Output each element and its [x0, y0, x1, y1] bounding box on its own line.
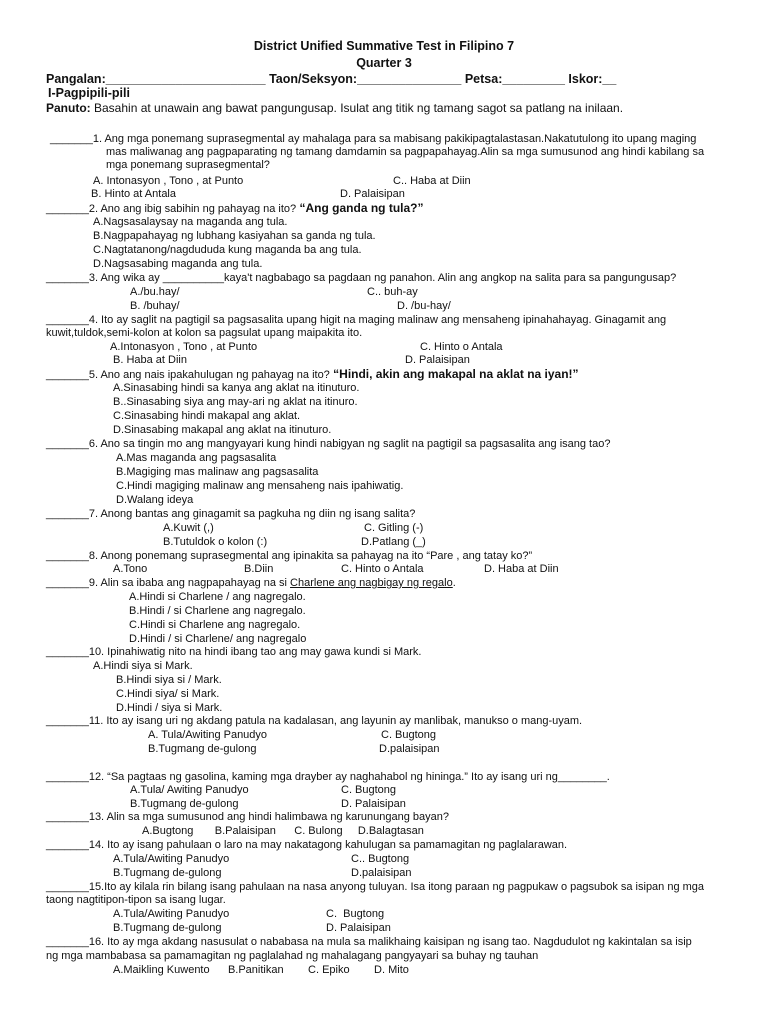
question-2-text: _______2. Ano ang ibig sabihin ng pahayag na ito?: [46, 203, 297, 215]
question-3-option-d: D. /bu-hay/: [397, 300, 451, 312]
question-1-option-d: D. Palaisipan: [340, 188, 405, 200]
question-12-option-a: A.Tula/ Awiting Panudyo: [130, 784, 249, 796]
question-7-option-b: B.Tutuldok o kolon (:): [163, 536, 268, 548]
question-14-option-b: B.Tugmang de-gulong: [113, 867, 222, 879]
question-9-option-c: C.Hindi si Charlene ang nagregalo.: [129, 619, 301, 631]
question-15-line-1: _______15.Ito ay kilala rin bilang isang pahulaan na nasa anyong tuluyan. Isa itong paraan ng pagpukaw o pagsubok sa isipan ng mga: [46, 881, 705, 893]
student-info-fields: Pangalan:_______________________ Taon/Seksyon:_______________ Petsa:_________ Iskor:__: [46, 72, 617, 86]
question-9-option-a: A.Hindi si Charlene / ang nagregalo.: [129, 591, 306, 603]
question-5: [46, 368, 579, 382]
question-8: _______8. Anong ponemang suprasegmental ang ipinakita sa pahayag na ito “Pare , ang tatay ko?”: [46, 550, 533, 562]
question-3-option-b: B. /buhay/: [130, 300, 180, 312]
question-3: _______3. Ang wika ay __________kaya't nagbabago sa pagdaan ng panahon. Alin ang angkop na salita para sa pangungusap?: [46, 272, 677, 284]
question-6-option-d: D.Walang ideya: [116, 494, 194, 506]
question-16-options: A.Maikling Kuwento B.Panitikan C. Epiko D. Mito: [113, 964, 409, 976]
question-10-option-c: C.Hindi siya/ si Mark.: [116, 688, 220, 700]
question-14-option-a: A.Tula/Awiting Panudyo: [113, 853, 230, 865]
question-3-option-a: A./bu.hay/: [130, 286, 180, 298]
question-8-option-d: D. Haba at Diin: [484, 563, 559, 575]
quarter-label: Quarter 3: [356, 56, 412, 70]
question-15-option-d: D. Palaisipan: [326, 922, 391, 934]
question-12-option-b: B.Tugmang de-gulong: [130, 798, 239, 810]
question-9-end: .: [452, 577, 456, 589]
question-4-option-b: B. Haba at Diin: [113, 354, 187, 366]
question-14-option-d: D.palaisipan: [351, 867, 412, 879]
question-10: _______10. Ipinahiwatig nito na hindi ibang tao ang may gawa kundi si Mark.: [46, 646, 422, 658]
question-4-option-d: D. Palaisipan: [405, 354, 470, 366]
question-12-option-d: D. Palaisipan: [341, 798, 406, 810]
question-7: _______7. Anong bantas ang ginagamit sa pagkuha ng diin ng isang salita?: [46, 508, 416, 520]
question-9: [46, 577, 456, 590]
question-13: _______13. Alin sa mga sumusunod ang hindi halimbawa ng karunungang bayan?: [46, 811, 450, 823]
question-5-option-c: C.Sinasabing hindi makapal ang aklat.: [113, 410, 301, 422]
question-11-option-a: A. Tula/Awiting Panudyo: [148, 729, 268, 741]
question-11: _______11. Ito ay isang uri ng akdang patula na kadalasan, ang layunin ay manlibak, manukso o mang-uyam.: [46, 715, 583, 727]
question-13-options: A.Bugtong B.Palaisipan C. Bulong D.Balagtasan: [142, 825, 424, 837]
question-12: _______12. “Sa pagtaas ng gasolina, kaming mga drayber ay naghahabol ng hininga.” Ito ay isang uri ng________.: [46, 771, 610, 783]
question-1-option-b: B. Hinto at Antala: [91, 188, 176, 200]
question-6-option-b: B.Magiging mas malinaw ang pagsasalita: [116, 466, 319, 478]
question-6-option-c: C.Hindi magiging malinaw ang mensaheng nais ipahiwatig.: [116, 480, 404, 492]
question-15-line-2: taong nagtitipon-tipon sa isang lugar.: [46, 894, 226, 906]
question-2-option-d: D.Nagsasabing maganda ang tula.: [93, 258, 263, 270]
question-7-option-a: A.Kuwit (,): [163, 522, 214, 534]
question-2-option-a: A.Nagsasalaysay na maganda ang tula.: [93, 216, 288, 228]
question-2-quote: “Ang ganda ng tula?”: [296, 201, 424, 215]
question-6: _______6. Ano sa tingin mo ang mangyayari kung hindi nabigyan ng saglit na pagtigil sa pagsasalita ang isang tao?: [46, 438, 611, 450]
question-12-option-c: C. Bugtong: [341, 784, 397, 796]
question-5-text: _______5. Ano ang nais ipakahulugan ng pahayag na ito?: [46, 369, 330, 381]
question-6-option-a: A.Mas maganda ang pagsasalita: [116, 452, 277, 464]
question-15-option-b: B.Tugmang de-gulong: [113, 922, 222, 934]
question-4-option-a: A.Intonasyon , Tono , at Punto: [110, 341, 258, 353]
instruction-label: Panuto:: [46, 101, 91, 115]
question-4-line-2: kuwit,tuldok,semi-kolon at kolon sa pagsulat upang maipakita ito.: [46, 327, 363, 339]
question-9-option-b: B.Hindi / si Charlene ang nagregalo.: [129, 605, 306, 617]
question-3-option-c: C.. buh-ay: [367, 286, 418, 298]
exam-title: District Unified Summative Test in Filipino 7: [253, 39, 515, 53]
question-8-option-c: C. Hinto o Antala: [341, 563, 424, 575]
question-7-option-c: C. Gitling (-): [364, 522, 424, 534]
question-5-quote: “Hindi, akin ang makapal na aklat na iyan!”: [329, 367, 579, 381]
question-11-option-b: B.Tugmang de-gulong: [148, 743, 257, 755]
question-4-line-1: _______4. Ito ay saglit na pagtigil sa pagsasalita upang higit na maging malinaw ang mensaheng ipinahahayag. Ginagamit ang: [46, 314, 667, 326]
question-4-option-c: C. Hinto o Antala: [420, 341, 503, 353]
question-1-line-1: _______1. Ang mga ponemang suprasegmental ay mahalaga para sa mabisang pakikipagtalastasan.Nakatutulong ito upang maging: [50, 133, 697, 145]
instructions: [46, 102, 623, 115]
question-1-line-3: mga ponemang suprasegmental?: [106, 159, 270, 171]
question-5-option-b: B..Sinasabing siya ang may-ari ng aklat na itinuro.: [113, 396, 358, 408]
question-9-option-d: D.Hindi / si Charlene/ ang nagregalo: [129, 633, 307, 645]
question-15-option-c: C. Bugtong: [326, 908, 385, 920]
question-8-option-b: B.Diin: [244, 563, 274, 575]
question-8-option-a: A.Tono: [113, 563, 148, 575]
question-1-line-2: mas maliwanag ang pagpaparating ng tamang damdamin sa pagpapahayag.Alin sa mga sumusunod ang hindi kabilang sa: [106, 146, 705, 158]
question-2-option-b: B.Nagpapahayag ng lubhang kasiyahan sa ganda ng tula.: [93, 230, 376, 242]
question-1-option-a: A. Intonasyon , Tono , at Punto: [93, 175, 244, 187]
question-2: [46, 202, 424, 216]
question-15-option-a: A.Tula/Awiting Panudyo: [113, 908, 230, 920]
question-2-option-c: C.Nagtatanong/nagdududa kung maganda ba ang tula.: [93, 244, 362, 256]
question-11-option-c: C. Bugtong: [381, 729, 437, 741]
question-9-underlined: Charlene ang nagbigay ng regalo: [290, 577, 453, 589]
question-1-option-c: C.. Haba at Diin: [393, 175, 471, 187]
question-10-option-a: A.Hindi siya si Mark.: [93, 660, 193, 672]
question-14-option-c: C.. Bugtong: [351, 853, 410, 865]
section-heading: I-Pagpipili-pili: [48, 86, 130, 100]
question-9-text: _______9. Alin sa ibaba ang nagpapahayag na si: [46, 577, 291, 589]
question-7-option-d: D.Patlang (_): [361, 536, 426, 548]
question-16-line-2: ng mga mambabasa sa pamamagitan ng paglalahad ng mahalagang pangyayari sa buhay ng tauhan: [46, 950, 539, 962]
question-14: _______14. Ito ay isang pahulaan o laro na may nakatagong kahulugan sa pamamagitan ng paglalarawan.: [46, 839, 568, 851]
question-16-line-1: _______16. Ito ay mga akdang nasusulat o nababasa na mula sa malikhaing kaisipan ng isang tao. Nagdudulot ng kakintalan sa isip: [46, 936, 692, 948]
instruction-text: Basahin at unawain ang bawat pangungusap. Isulat ang titik ng tamang sagot sa patlang na inilaan.: [90, 101, 624, 115]
question-5-option-a: A.Sinasabing hindi sa kanya ang aklat na itinuturo.: [113, 382, 360, 394]
question-10-option-d: D.Hindi / siya si Mark.: [116, 702, 223, 714]
question-10-option-b: B.Hindi siya si / Mark.: [116, 674, 222, 686]
question-5-option-d: D.Sinasabing makapal ang aklat na itinuturo.: [113, 424, 332, 436]
question-11-option-d: D.palaisipan: [379, 743, 440, 755]
